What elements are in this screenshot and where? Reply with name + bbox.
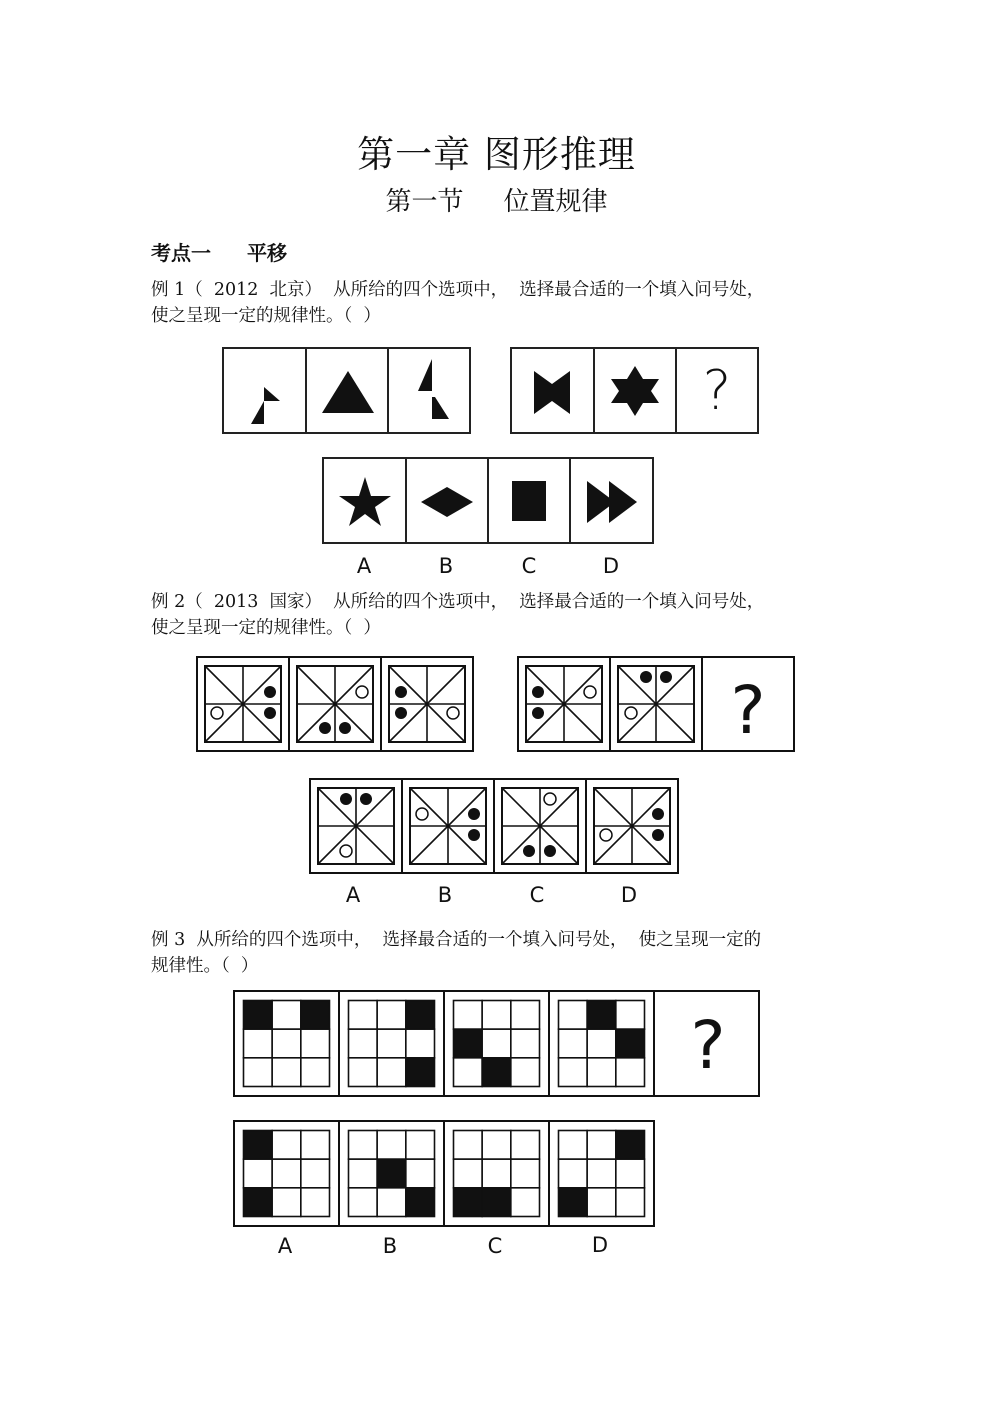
section-name: 位置规律 <box>503 187 608 217</box>
question-3-line-2: 规律性。（ ） <box>151 956 259 976</box>
grid-cell <box>272 1029 301 1058</box>
grid-cell <box>454 1058 483 1087</box>
grid-cell <box>377 1001 406 1030</box>
grid-cell <box>482 1131 511 1160</box>
grid-cell <box>511 1159 540 1188</box>
grid-cell <box>301 1131 330 1160</box>
question-1-line-1: 例 1（ 2012 北京） 从所给的四个选项中， 选择最合适的一个填入问号处， <box>151 280 765 300</box>
q2-question-mark: ? <box>730 672 766 749</box>
grid-cell <box>511 1001 540 1030</box>
question-1-line-2: 使之呈现一定的规律性。（ ） <box>151 306 381 326</box>
grid-cell <box>244 1058 273 1087</box>
grid-cell <box>454 1131 483 1160</box>
grid-cell <box>559 1131 588 1160</box>
grid-cell <box>406 1159 435 1188</box>
grid-cell <box>587 1131 616 1160</box>
grid-cell <box>272 1058 301 1087</box>
question-2-text <box>151 589 851 641</box>
grid-cell <box>482 1159 511 1188</box>
grid-cell <box>377 1159 406 1188</box>
q1-panel-3 <box>387 347 471 434</box>
q3-diagram <box>230 988 765 1258</box>
kaodian-title: 平移 <box>247 241 287 265</box>
grid-cell <box>244 1188 273 1217</box>
grid-cell <box>272 1159 301 1188</box>
q3-question-mark: ? <box>690 1007 726 1084</box>
grid-cell <box>587 1029 616 1058</box>
grid-cell <box>272 1001 301 1030</box>
grid-cell <box>559 1188 588 1217</box>
grid-cell <box>482 1188 511 1217</box>
grid-cell <box>454 1188 483 1217</box>
grid-cell <box>482 1029 511 1058</box>
grid-cell <box>301 1001 330 1030</box>
q1-panel-2 <box>305 347 389 434</box>
grid-cell <box>511 1188 540 1217</box>
q3-option-c-label: C <box>487 1234 503 1258</box>
grid-cell <box>559 1058 588 1087</box>
q3-option-a-panel <box>234 1121 339 1226</box>
question-2-line-1: 例 2（ 2013 国家） 从所给的四个选项中， 选择最合适的一个填入问号处， <box>151 592 765 612</box>
grid-cell <box>301 1159 330 1188</box>
chapter-title: 第一章 图形推理 <box>357 133 636 176</box>
q3-panel-3 <box>444 991 549 1096</box>
section-label: 第一节 <box>385 187 464 217</box>
grid-cell <box>406 1001 435 1030</box>
grid-cell <box>406 1029 435 1058</box>
grid-cell <box>349 1131 378 1160</box>
grid-cell <box>616 1058 645 1087</box>
q1-question-mark-panel: ? <box>675 347 759 434</box>
grid-cell <box>511 1058 540 1087</box>
q3-option-d-label: D <box>591 1233 609 1257</box>
grid-cell <box>377 1131 406 1160</box>
grid-cell <box>511 1131 540 1160</box>
grid-cell <box>482 1058 511 1087</box>
grid-cell <box>406 1131 435 1160</box>
grid-cell <box>454 1029 483 1058</box>
section-title <box>0 181 993 218</box>
grid-cell <box>587 1001 616 1030</box>
q2-option-a-label: A <box>345 883 361 907</box>
grid-cell <box>616 1188 645 1217</box>
grid-cell <box>587 1188 616 1217</box>
q3-panel-2 <box>339 991 444 1096</box>
grid-cell <box>377 1029 406 1058</box>
q1-option-a-label: A <box>356 554 372 578</box>
grid-cell <box>349 1188 378 1217</box>
q2-option-c-label: C <box>529 883 545 907</box>
grid-cell <box>244 1029 273 1058</box>
q1-panel-5 <box>593 347 677 434</box>
q3-option-b-panel <box>339 1121 444 1226</box>
q2-option-d-label: D <box>620 883 638 907</box>
grid-cell <box>587 1058 616 1087</box>
q3-panel-1 <box>234 991 339 1096</box>
grid-cell <box>301 1029 330 1058</box>
q1-option-c-label: C <box>521 554 537 578</box>
grid-cell <box>616 1131 645 1160</box>
grid-cell <box>301 1188 330 1217</box>
q1-option-b-label: B <box>438 554 454 578</box>
q1-option-c-panel[interactable] <box>487 457 571 544</box>
q1-option-a-panel[interactable] <box>322 457 407 544</box>
grid-cell <box>349 1058 378 1087</box>
grid-cell <box>559 1029 588 1058</box>
q2-option-b-label: B <box>437 883 453 907</box>
grid-cell <box>454 1159 483 1188</box>
grid-cell <box>616 1029 645 1058</box>
grid-cell <box>349 1001 378 1030</box>
question-3-line-1: 例 3 从所给的四个选项中， 选择最合适的一个填入问号处， 使之呈现一定的 <box>151 930 762 950</box>
kaodian-label: 考点一 <box>151 241 211 265</box>
grid-cell <box>616 1159 645 1188</box>
q3-option-d-panel <box>549 1121 654 1226</box>
grid-cell <box>301 1058 330 1087</box>
grid-cell <box>587 1159 616 1188</box>
grid-cell <box>349 1159 378 1188</box>
q3-option-b-label: B <box>382 1234 398 1258</box>
grid-cell <box>244 1001 273 1030</box>
q3-panel-4 <box>549 991 654 1096</box>
kaodian-heading <box>151 237 287 266</box>
q1-option-d-panel[interactable] <box>569 457 654 544</box>
grid-cell <box>406 1058 435 1087</box>
question-2-line-2: 使之呈现一定的规律性。（ ） <box>151 618 381 638</box>
grid-cell <box>272 1188 301 1217</box>
grid-cell <box>377 1058 406 1087</box>
q3-option-a-label: A <box>277 1234 293 1258</box>
grid-cell <box>272 1131 301 1160</box>
grid-cell <box>244 1159 273 1188</box>
grid-cell <box>482 1001 511 1030</box>
q3-option-c-panel <box>444 1121 549 1226</box>
q1-panel-4 <box>510 347 595 434</box>
grid-cell <box>511 1029 540 1058</box>
grid-cell <box>559 1159 588 1188</box>
q1-panel-1 <box>222 347 307 434</box>
grid-cell <box>454 1001 483 1030</box>
question-3-text <box>151 927 851 979</box>
q1-option-d-label: D <box>602 554 620 578</box>
grid-cell <box>559 1001 588 1030</box>
grid-cell <box>406 1188 435 1217</box>
q2-diagram <box>195 655 800 910</box>
grid-cell <box>616 1001 645 1030</box>
grid-cell <box>244 1131 273 1160</box>
question-1-text <box>151 277 851 329</box>
grid-cell <box>377 1188 406 1217</box>
grid-cell <box>349 1029 378 1058</box>
q1-option-b-panel[interactable] <box>405 457 489 544</box>
